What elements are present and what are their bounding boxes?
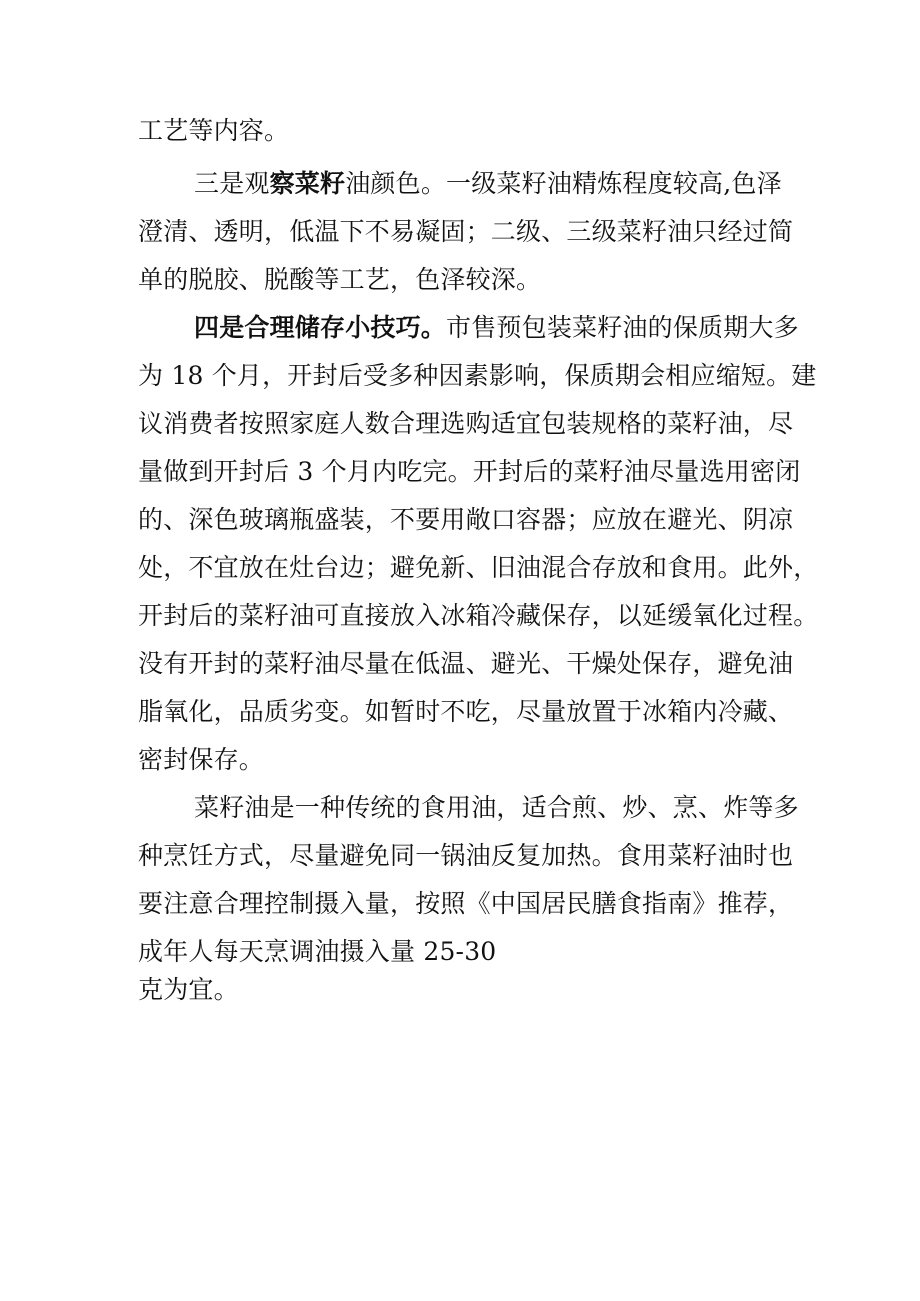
text-line: 脂氧化，品质劣变。如暂时不吃，尽量放置于冰箱内冷藏、 (138, 697, 794, 726)
text-line: 开封后的菜籽油可直接放入冰箱冷藏保存，以延缓氧化过程。 (138, 601, 819, 630)
text-line: 没有开封的菜籽油尽量在低温、避光、干燥处保存，避免油 (138, 649, 794, 678)
text-line: 工艺等内容。 (138, 116, 290, 145)
text-line: 单的脱胶、脱酸等工艺，色泽较深。 (138, 265, 542, 294)
text-line: 菜籽油是一种传统的食用油，适合煎、炒、烹、炸等多 (194, 793, 799, 822)
text-segment: 市售预包装菜籽油的保质期大多 (446, 313, 799, 342)
section-heading: 四是合理储存小技巧。 (194, 313, 447, 342)
paragraph-line (194, 313, 799, 343)
text-line: 的、深色玻璃瓶盛装，不要用敞口容器；应放在避光、阴凉 (138, 505, 794, 534)
text-line: 议消费者按照家庭人数合理选购适宜包装规格的菜籽油，尽 (138, 409, 794, 438)
text-line: 种烹饪方式，尽量避免同一锅油反复加热。食用菜籽油时也 (138, 841, 794, 870)
bold-text-segment: 察菜籽 (269, 169, 346, 198)
text-line: 澄清、透明，低温下不易凝固；二级、三级菜籽油只经过简 (138, 217, 794, 246)
text-line: 量做到开封后 3 个月内吃完。开封后的菜籽油尽量选用密闭 (138, 457, 801, 486)
text-line: 成年人每天烹调油摄入量 25-30 (138, 937, 497, 966)
text-segment: 油颜色。一级菜籽油精炼程度较高,色泽 (345, 169, 782, 198)
text-line: 为 18 个月，开封后受多种因素影响，保质期会相应缩短。建 (138, 361, 817, 390)
text-line: 要注意合理控制摄入量，按照《中国居民膳食指南》推荐， (138, 889, 794, 918)
text-segment: 三是观 (194, 169, 270, 198)
paragraph-line (194, 169, 782, 199)
text-line: 处，不宜放在灶台边；避免新、旧油混合存放和食用。此外， (138, 553, 819, 582)
text-line: 密封保存。 (138, 745, 265, 774)
text-line: 克为宜。 (138, 975, 239, 1004)
